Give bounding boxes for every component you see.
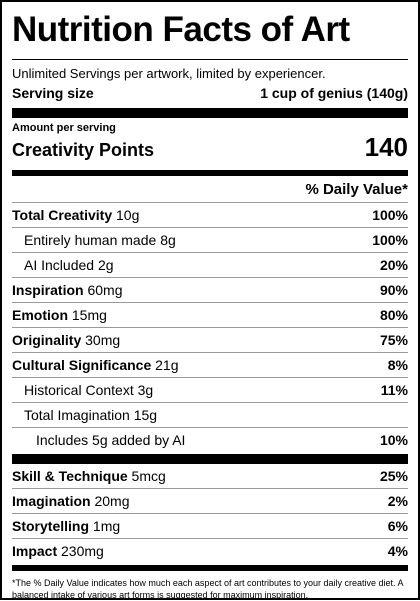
nutrient-row-storytelling (12, 513, 408, 538)
nutrient-amount: 3g (137, 382, 154, 398)
nutrient-dv: 80% (379, 307, 408, 323)
nutrient-dv: 100% (372, 232, 408, 248)
nutrient-row-entirely-human-made (12, 227, 408, 252)
nutrient-dv: 6% (387, 518, 408, 534)
nutrient-name: Originality (12, 332, 82, 348)
bottom-divider (12, 565, 408, 571)
nutrient-row-originality (12, 327, 408, 352)
amount-per-serving: Amount per serving (12, 122, 116, 134)
nutrient-row-inspiration (12, 277, 408, 302)
daily-value-header: % Daily Value* (305, 181, 408, 198)
nutrient-amount: 1mg (92, 518, 121, 534)
nutrient-name: Inspiration (12, 282, 84, 298)
nutrient-amount: 15g (133, 407, 158, 423)
serving-size-label: Serving size (12, 85, 94, 101)
nutrient-dv: 100% (372, 207, 408, 223)
nutrient-row-emotion (12, 302, 408, 327)
nutrient-amount: 20mg (94, 493, 130, 509)
title-divider (12, 59, 408, 60)
section-divider (12, 454, 408, 464)
nutrient-name: Historical Context (24, 382, 134, 398)
calories-row (12, 132, 408, 162)
nutrient-row-skill-technique (12, 464, 408, 488)
nutrient-amount: 21g (155, 357, 179, 373)
thick-divider (12, 108, 408, 118)
nutrient-dv: 90% (379, 282, 408, 298)
nutrient-name: Cultural Significance (12, 357, 152, 373)
nutrient-amount: 230mg (61, 543, 104, 559)
nutrient-amount: 15mg (71, 307, 107, 323)
calories-value: 140 (364, 132, 408, 162)
nutrient-name: Includes 5g added by AI (36, 432, 186, 448)
nutrient-name: Total Creativity (12, 207, 113, 223)
nutrient-row-impact (12, 538, 408, 563)
serving-size-value: 1 cup of genius (140g) (260, 85, 408, 101)
nutrient-name: Imagination (12, 493, 91, 509)
nutrient-name: AI Included (24, 257, 95, 273)
serving-size-row (12, 84, 408, 102)
nutrient-dv: 4% (387, 543, 408, 559)
nutrient-name: Storytelling (12, 518, 90, 534)
nutrient-row-imagination (12, 488, 408, 513)
calories-label: Creativity Points (12, 140, 155, 160)
nutrient-row-cultural-significance (12, 352, 408, 377)
nutrient-row-total-creativity (12, 202, 408, 227)
nutrient-name: Emotion (12, 307, 68, 323)
nutrient-row-ai-included (12, 252, 408, 277)
nutrient-dv: 2% (387, 493, 408, 509)
footnote: *The % Daily Value indicates how much each aspect of art contributes to your daily creative diet. A balanced intake of various art forms is suggested for maximum inspiration. (12, 578, 404, 600)
nutrient-amount: 2g (97, 257, 114, 273)
nutrient-name: Skill & Technique (12, 468, 128, 484)
nutrient-dv: 20% (379, 257, 408, 273)
nutrient-amount: 10g (116, 207, 140, 223)
nutrient-row-total-imagination (12, 402, 408, 427)
nutrient-amount: 8g (160, 232, 176, 248)
nutrient-row-added-by-ai (12, 427, 408, 452)
nutrient-dv: 25% (379, 468, 408, 484)
nutrient-name: Total Imagination (24, 407, 130, 423)
nutrient-name: Entirely human made (24, 232, 157, 248)
nutrient-row-historical-context (12, 377, 408, 402)
nutrient-amount: 5mcg (131, 468, 166, 484)
nutrient-amount: 30mg (85, 332, 121, 348)
nutrient-amount: 60mg (87, 282, 123, 298)
servings-text: Unlimited Servings per artwork, limited by experiencer. (12, 66, 326, 81)
nutrient-dv: 11% (380, 382, 408, 398)
nutrient-dv: 10% (379, 432, 408, 448)
nutrient-name: Impact (12, 543, 58, 559)
nutrient-dv: 75% (379, 332, 408, 348)
label-title: Nutrition Facts of Art (12, 10, 350, 49)
nutrient-dv: 8% (387, 357, 408, 373)
